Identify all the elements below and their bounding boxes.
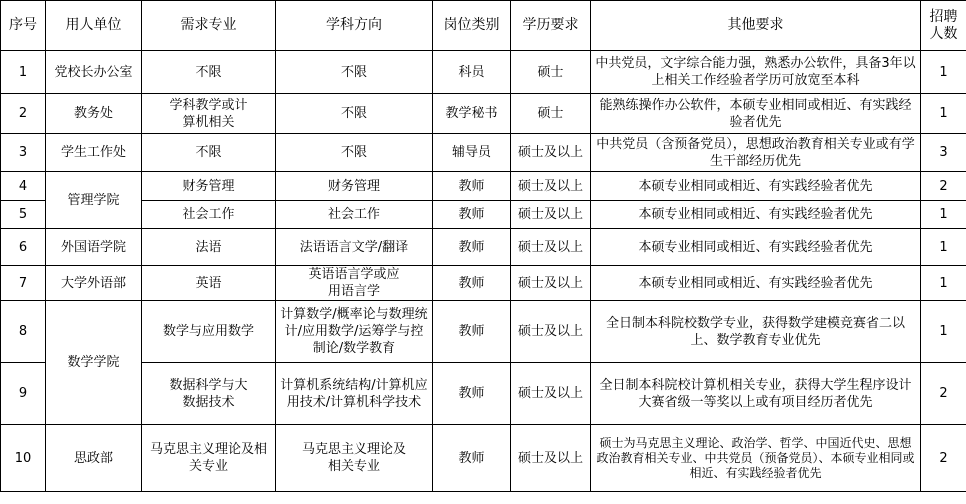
cell-major: 不限 (142, 134, 276, 172)
cell-post: 教师 (433, 363, 511, 425)
cell-major: 学科教学或计算机相关 (142, 94, 276, 134)
cell-no: 7 (1, 266, 46, 301)
cell-post: 教学秘书 (433, 94, 511, 134)
header-direction: 学科方向 (276, 1, 433, 51)
cell-unit: 党校长办公室 (46, 51, 142, 94)
cell-post: 教师 (433, 266, 511, 301)
cell-no: 8 (1, 301, 46, 363)
table-row (1, 201, 966, 229)
cell-other: 中共党员（含预备党员），思想政治教育相关专业或有学生干部经历优先 (591, 134, 921, 172)
cell-no: 4 (1, 172, 46, 201)
cell-count: 1 (921, 229, 966, 266)
cell-major: 英语 (142, 266, 276, 301)
table-row (1, 94, 966, 134)
cell-post: 教师 (433, 425, 511, 492)
cell-unit: 教务处 (46, 94, 142, 134)
cell-major: 马克思主义理论及相关专业 (142, 425, 276, 492)
table-row (1, 425, 966, 492)
table-row (1, 363, 966, 425)
cell-direction: 财务管理 (276, 172, 433, 201)
header-major: 需求专业 (142, 1, 276, 51)
cell-count: 2 (921, 363, 966, 425)
cell-major: 数学与应用数学 (142, 301, 276, 363)
table-row (1, 172, 966, 201)
cell-count: 2 (921, 425, 966, 492)
cell-unit: 大学外语部 (46, 266, 142, 301)
cell-edu: 硕士及以上 (511, 229, 591, 266)
table-row (1, 51, 966, 94)
cell-post: 教师 (433, 301, 511, 363)
cell-edu: 硕士及以上 (511, 134, 591, 172)
cell-other: 全日制本科院校数学专业，获得数学建模竞赛省二以上、数学教育专业优先 (591, 301, 921, 363)
cell-post: 教师 (433, 229, 511, 266)
cell-edu: 硕士 (511, 51, 591, 94)
cell-no: 5 (1, 201, 46, 229)
header-post: 岗位类别 (433, 1, 511, 51)
table-row (1, 134, 966, 172)
cell-major: 法语 (142, 229, 276, 266)
cell-count: 1 (921, 94, 966, 134)
cell-major: 财务管理 (142, 172, 276, 201)
cell-edu: 硕士及以上 (511, 363, 591, 425)
cell-edu: 硕士 (511, 94, 591, 134)
cell-edu: 硕士及以上 (511, 301, 591, 363)
cell-major: 社会工作 (142, 201, 276, 229)
cell-count: 3 (921, 134, 966, 172)
table-row (1, 301, 966, 363)
cell-direction: 社会工作 (276, 201, 433, 229)
cell-direction: 马克思主义理论及相关专业 (276, 425, 433, 492)
cell-post: 辅导员 (433, 134, 511, 172)
header-count: 招聘人数 (921, 1, 966, 51)
cell-other: 中共党员，文字综合能力强，熟悉办公软件，具备3年以上相关工作经验者学历可放宽至本科 (591, 51, 921, 94)
cell-other: 本硕专业相同或相近、有实践经验者优先 (591, 172, 921, 201)
cell-count: 1 (921, 266, 966, 301)
cell-no: 1 (1, 51, 46, 94)
cell-edu: 硕士及以上 (511, 172, 591, 201)
cell-other: 本硕专业相同或相近、有实践经验者优先 (591, 266, 921, 301)
header-no: 序号 (1, 1, 46, 51)
table-row (1, 229, 966, 266)
header-other: 其他要求 (591, 1, 921, 51)
cell-post: 教师 (433, 201, 511, 229)
cell-unit: 思政部 (46, 425, 142, 492)
cell-count: 1 (921, 301, 966, 363)
cell-direction: 不限 (276, 94, 433, 134)
cell-no: 2 (1, 94, 46, 134)
cell-no: 6 (1, 229, 46, 266)
cell-no: 3 (1, 134, 46, 172)
cell-unit: 学生工作处 (46, 134, 142, 172)
header-edu: 学历要求 (511, 1, 591, 51)
cell-direction: 不限 (276, 134, 433, 172)
cell-no: 9 (1, 363, 46, 425)
cell-major: 不限 (142, 51, 276, 94)
header-row (1, 1, 966, 51)
cell-other: 硕士为马克思主义理论、政治学、哲学、中国近代史、思想政治教育相关专业、中共党员（预备党员）、本硕专业相同或相近、有实践经验者优先 (591, 425, 921, 492)
cell-direction: 计算机系统结构/计算机应用技术/计算机科学技术 (276, 363, 433, 425)
cell-unit: 数学学院 (46, 301, 142, 425)
cell-other: 能熟练操作办公软件，本硕专业相同或相近、有实践经验者优先 (591, 94, 921, 134)
cell-count: 2 (921, 172, 966, 201)
cell-post: 教师 (433, 172, 511, 201)
cell-edu: 硕士及以上 (511, 266, 591, 301)
cell-direction: 法语语言文学/翻译 (276, 229, 433, 266)
cell-unit: 外国语学院 (46, 229, 142, 266)
header-unit: 用人单位 (46, 1, 142, 51)
cell-direction: 计算数学/概率论与数理统计/应用数学/运筹学与控制论/数学教育 (276, 301, 433, 363)
cell-edu: 硕士及以上 (511, 201, 591, 229)
cell-post: 科员 (433, 51, 511, 94)
cell-other: 本硕专业相同或相近、有实践经验者优先 (591, 201, 921, 229)
cell-count: 1 (921, 51, 966, 94)
cell-count: 1 (921, 201, 966, 229)
cell-no: 10 (1, 425, 46, 492)
cell-unit: 管理学院 (46, 172, 142, 229)
cell-other: 本硕专业相同或相近、有实践经验者优先 (591, 229, 921, 266)
cell-direction: 英语语言学或应用语言学 (276, 266, 433, 301)
cell-other: 全日制本科院校计算机相关专业，获得大学生程序设计大赛省级一等奖以上或有项目经历者优先 (591, 363, 921, 425)
table-row (1, 266, 966, 301)
cell-edu: 硕士及以上 (511, 425, 591, 492)
cell-direction: 不限 (276, 51, 433, 94)
cell-major: 数据科学与大数据技术 (142, 363, 276, 425)
